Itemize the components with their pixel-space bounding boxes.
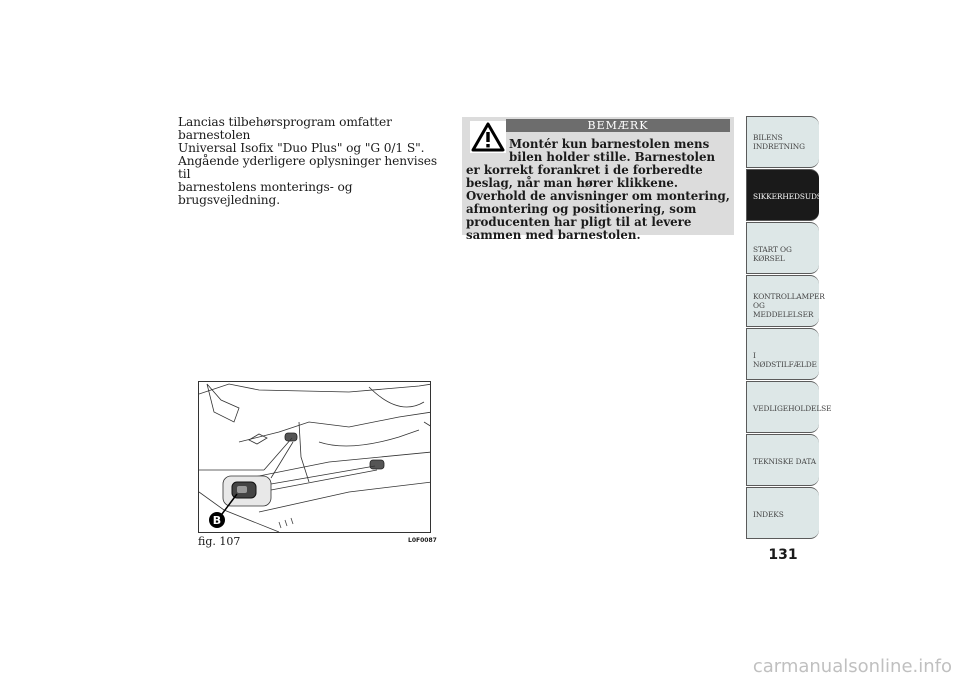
tab-start-og-korsel[interactable]: START OG KØRSEL <box>746 222 819 274</box>
note-heading: BEMÆRK <box>506 119 730 132</box>
intro-line: Lancias tilbehørsprogram omfatter barnestolen <box>178 115 392 142</box>
tab-tekniske-data[interactable]: TEKNISKE DATA <box>746 434 819 486</box>
figure-code: L0F0087 <box>408 537 437 544</box>
intro-line: barnestolens monterings- og brugsvejledning. <box>178 180 353 207</box>
tab-indeks[interactable]: INDEKS <box>746 487 819 539</box>
tab-i-nodstilfaelde[interactable]: I NØDSTILFÆLDE <box>746 328 819 380</box>
chapter-tabs <box>746 116 837 540</box>
callout-label-b: B <box>212 514 222 527</box>
intro-paragraph <box>178 116 448 207</box>
watermark-text: carmanualsonline.info <box>752 656 952 677</box>
isofix-illustration <box>199 382 431 533</box>
page-number: 131 <box>768 547 798 563</box>
note-body-text: Montér kun barnestolen mens bilen holder stille. Barnestolen er korrekt forankret i de forberedte beslag, når man hører klikkene. Overhold de anvisninger om montering, afmontering og positionering, som producenten har pligt til at levere sammen med barnestolen. <box>466 137 730 242</box>
intro-line: Universal Isofix "Duo Plus" og "G 0/1 S". <box>178 141 425 155</box>
tab-kontrollamper[interactable]: KONTROLLAMPER OG MEDDELELSER <box>746 275 819 327</box>
figure-isofix-anchors <box>198 381 431 533</box>
intro-line: Angående yderligere oplysninger henvises til <box>178 154 438 181</box>
warning-note-box <box>462 117 734 242</box>
note-body <box>466 138 732 242</box>
figure-caption: fig. 107 <box>198 535 241 548</box>
tab-vedligeholdelse[interactable]: VEDLIGEHOLDELSE <box>746 381 819 433</box>
tab-bilens-indretning[interactable]: BILENS INDRETNING <box>746 116 819 168</box>
tab-sikkerhedsudstyr[interactable]: SIKKERHEDSUDSTYR <box>746 169 819 221</box>
